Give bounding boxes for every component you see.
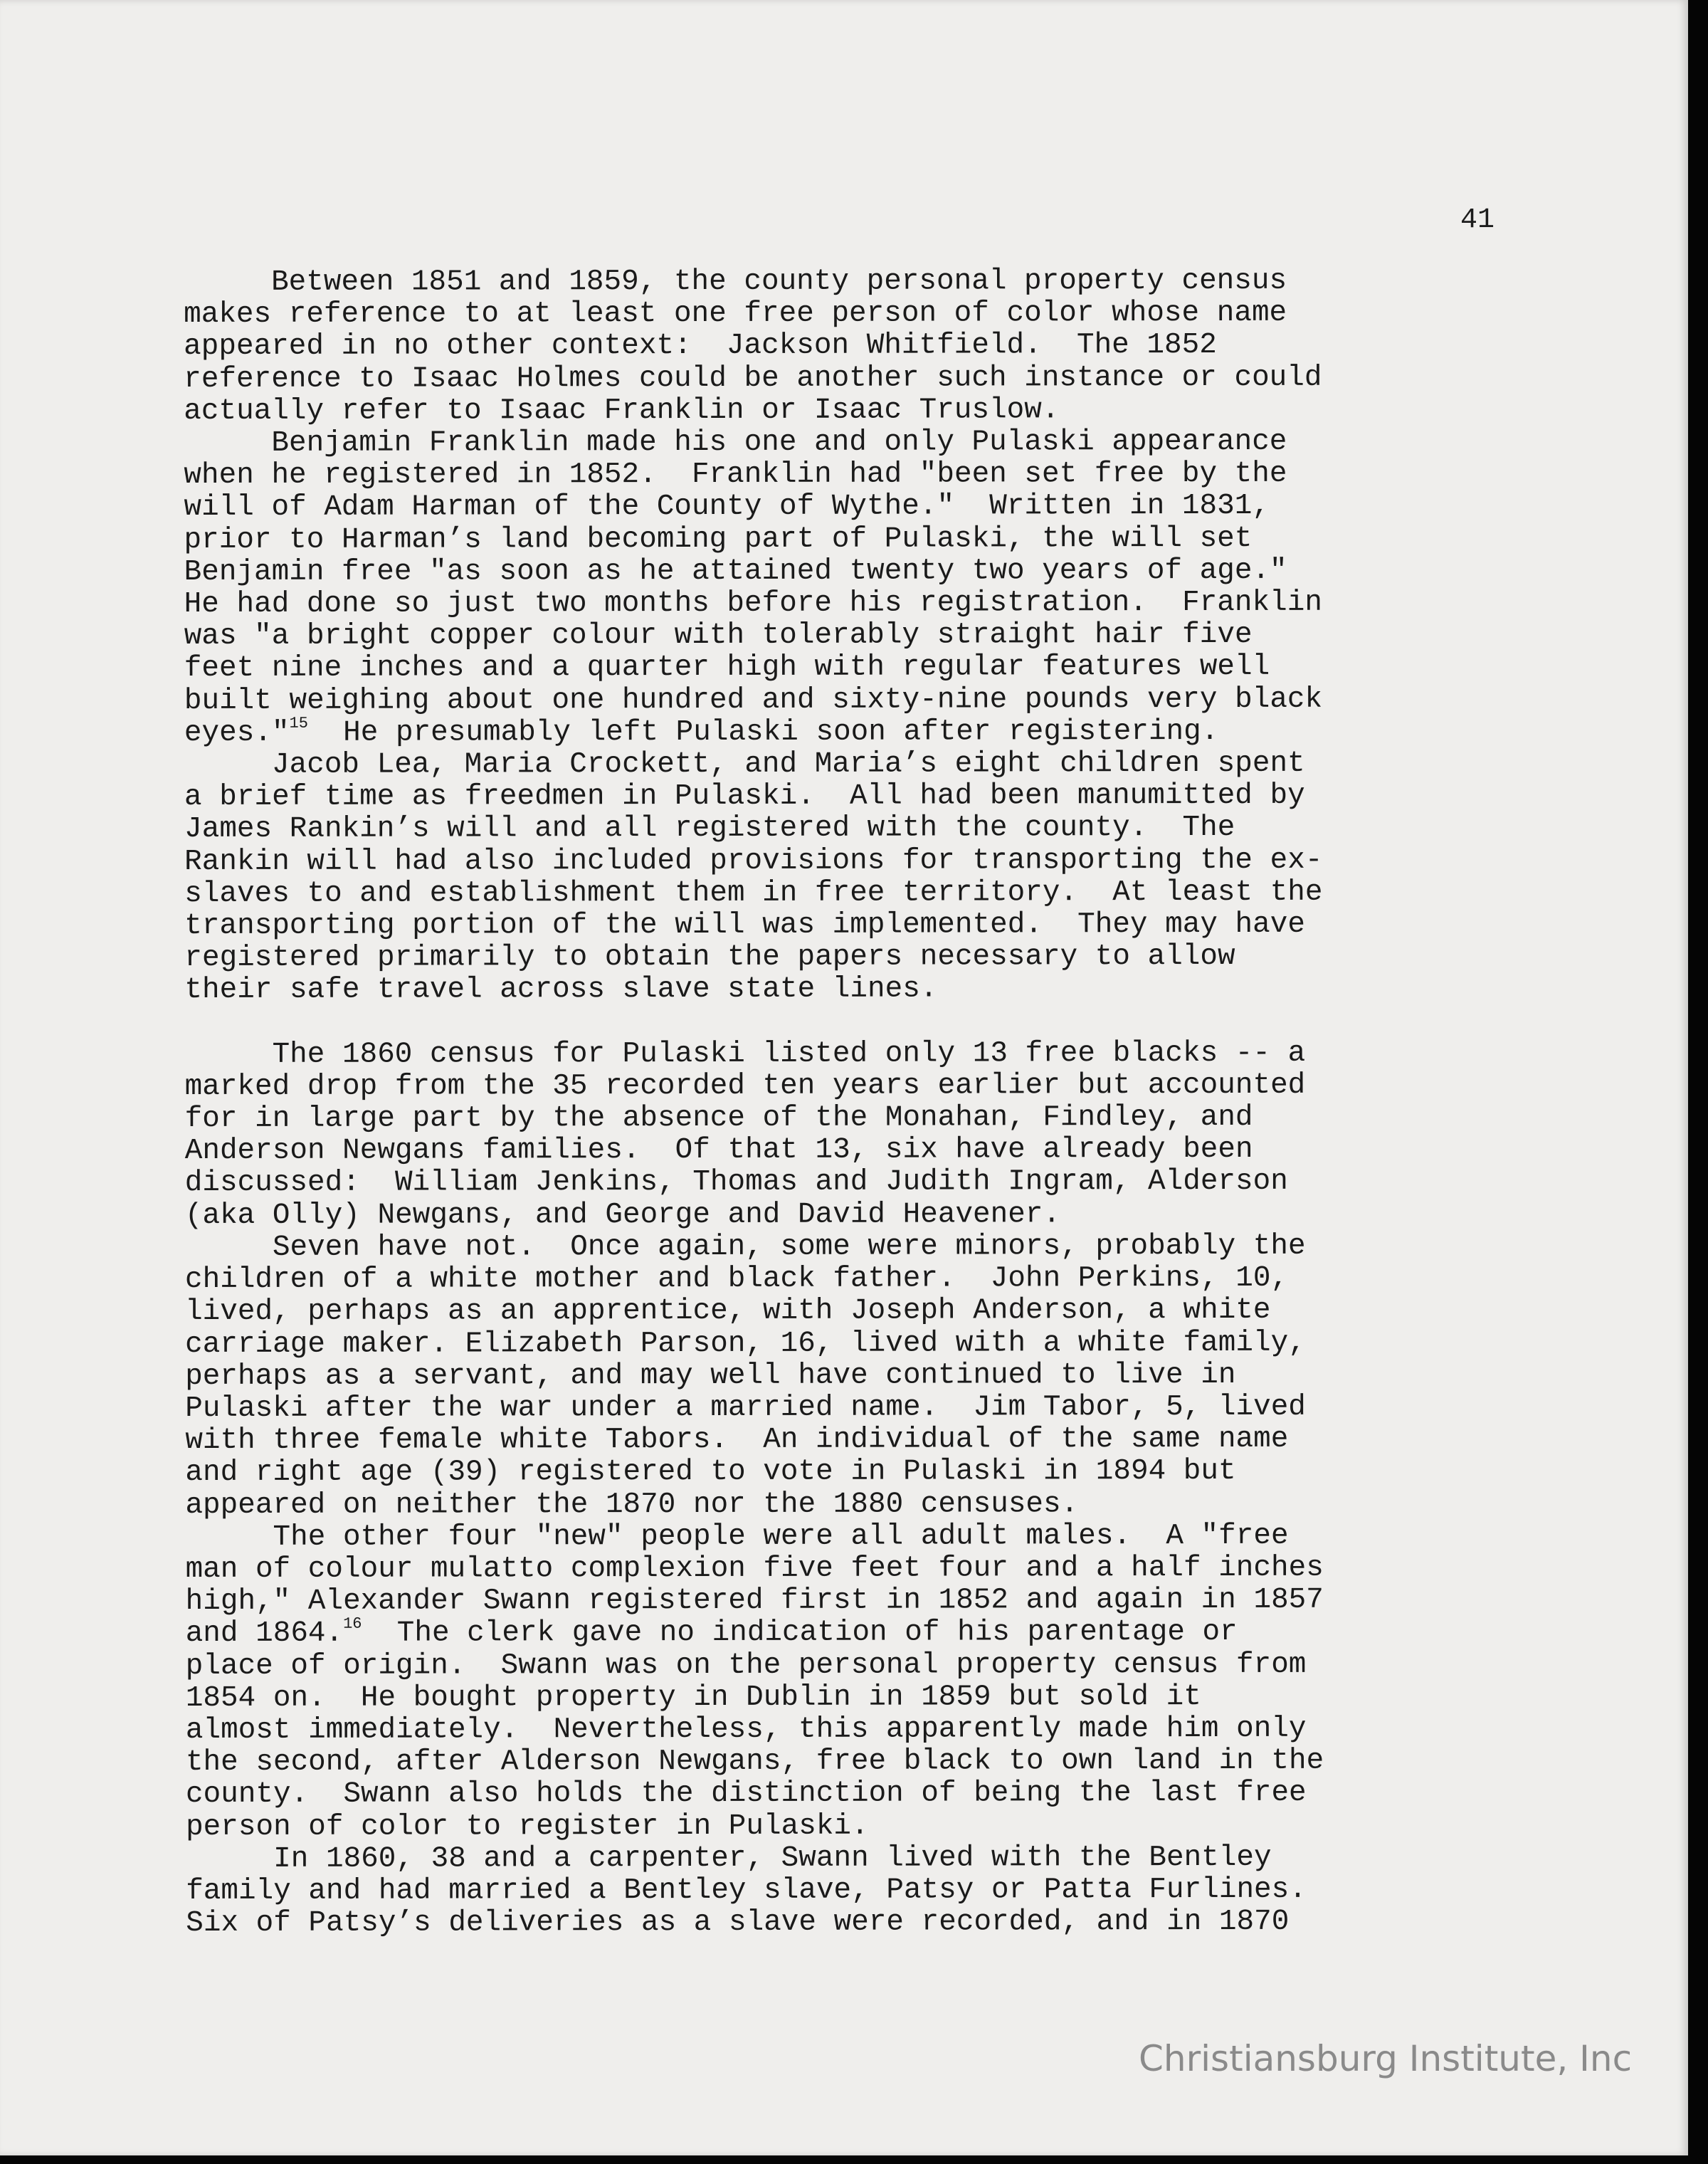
watermark: Christiansburg Institute, Inc: [1139, 2038, 1633, 2079]
paragraph: Seven have not. Once again, some were minors, probably the children of a white mother and black father. John Perkins, 10, lived, perhaps as an apprentice, with Joseph Anderson, a white carriage maker. Elizabeth Parson, 16, lived with a white family, perhaps as a servant, and may well have continued to live in Pulaski after the war under a married name. Jim Tabor, 5, lived with three female white Tabors. An individual of the same name and right age (39) registered to vote in Pulaski in 1894 but appeared on neither the 1870 nor the 1880 censuses.: [184, 1229, 1306, 1522]
paragraph: Between 1851 and 1859, the county personal property census makes reference to at least one free person of color whose name appeared in no other context: Jackson Whitfield. The 1852 reference to Isaac Holmes could be another such instance or could actually refer to Isaac Franklin or Isaac Truslow.: [183, 264, 1322, 428]
paragraph: Jacob Lea, Maria Crockett, and Maria’s eight children spent a brief time as freedmen in Pulaski. All had been manumitted by James Rankin’s will and all registered with the county. The Rankin will had also included provisions for transporting the ex- slaves to and establishment them in free territory. At least the transporting portion of the will was implemented. They may have registered primarily to obtain the papers necessary to allow their safe travel across slave state lines.: [184, 747, 1323, 1007]
paragraph: The 1860 census for Pulaski listed only 13 free blacks -- a marked drop from the 35 recorded ten years earlier but accounted for in large part by the absence of the Monahan, Findley, and Anderson Newgans families. Of that 13, six have already been discussed: William Jenkins, Thomas and Judith Ingram, Alderson (aka Olly) Newgans, and George and David Heavener.: [184, 1036, 1306, 1232]
page-number: 41: [1460, 204, 1495, 236]
paragraph: Benjamin Franklin made his one and only Pulaski appearance when he registered in 1852. Franklin had "been set free by the will of Adam Harman of the County of Wythe." Written in 1831, prior to Harman’s land becoming part of Pulaski, the will set Benjamin free "as soon as he attained twenty two years of age." He had done so just two months before his registration. Franklin was "a bright copper colour with tolerably straight hair five feet nine inches and a quarter high with regular features well built weighing about one hundred and sixty-nine pounds very black eyes."$^{15}$ He presumably left Pulaski soon after registering.: [184, 425, 1323, 750]
footnote-marker: 15: [289, 714, 308, 732]
paragraph: In 1860, 38 and a carpenter, Swann lived with the Bentley family and had married a Bentley slave, Patsy or Patta Furlines. Six of Patsy’s deliveries as a slave were recorded, and in 1870: [186, 1841, 1307, 1940]
paragraph: The other four "new" people were all adult males. A "free man of colour mulatto complexion five feet four and a half inches high," Alexander Swann registered first in 1852 and again in 1857 and 1864.16 The clerk gave no indication of his parentage or place of origin. Swann was on the personal property census from 1854 on. He bought property in Dublin in 1859 but sold it almost immediately. Nevertheless, this apparently made him only the second, after Alderson Newgans, free black to own land in the county. Swann also holds the distinction of being the last free person of color to register in Pulaski.: [185, 1519, 1324, 1844]
footnote-marker: 16: [343, 1614, 362, 1634]
body-text: [184, 265, 1538, 1940]
